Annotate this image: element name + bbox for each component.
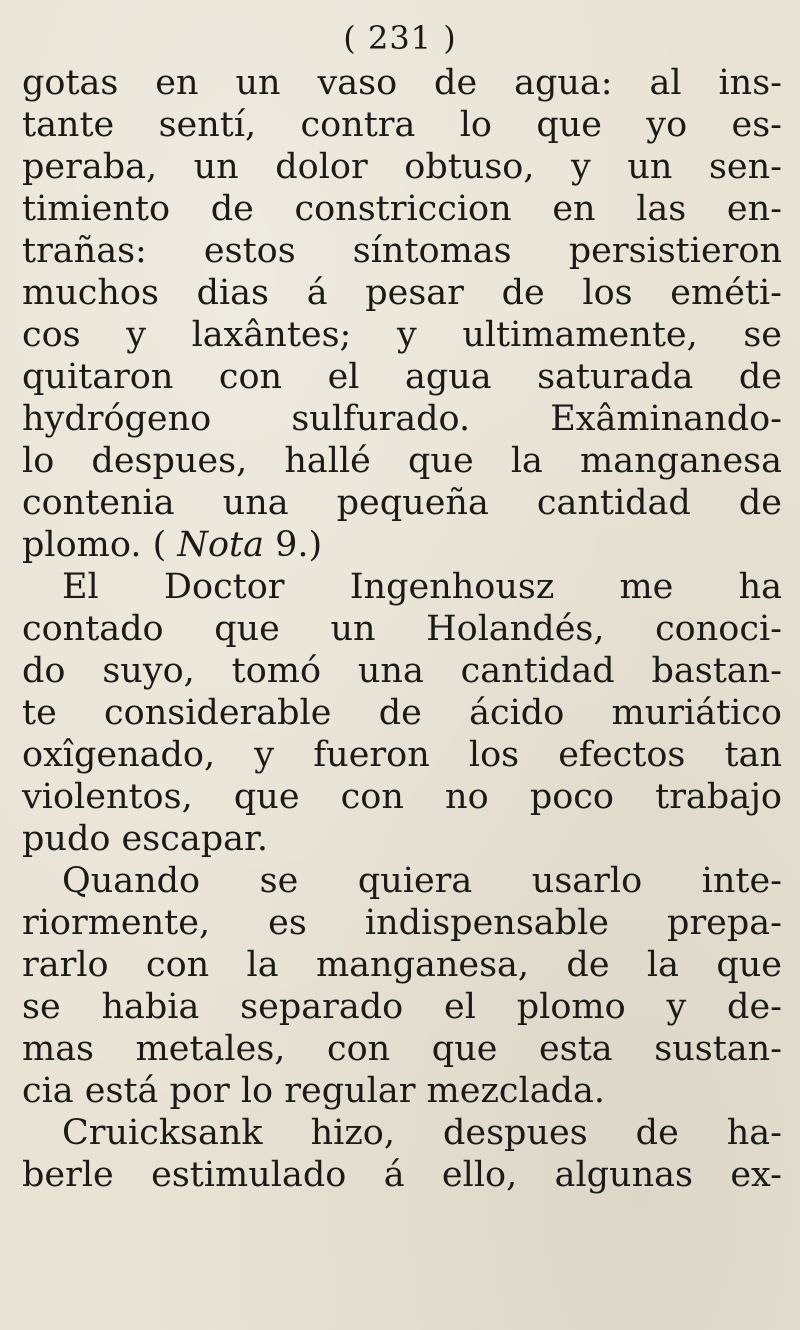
text-line: violentos, que con no poco trabajo — [22, 777, 782, 817]
text-line: mas metales, con que esta sustan- — [22, 1029, 782, 1069]
text-line: riormente, es indispensable prepa- — [22, 903, 782, 943]
text-line-paragraph-start: El Doctor Ingenhousz me ha — [62, 567, 782, 607]
text-line: oxîgenado, y fueron los efectos tan — [22, 735, 782, 775]
text-line-paragraph-end: pudo escapar. — [22, 819, 268, 859]
text-line: hydrógeno sulfurado. Exâminando- — [22, 399, 782, 439]
text-line: se habia separado el plomo y de- — [22, 987, 782, 1027]
body-text — [22, 62, 782, 1196]
text-line: te considerable de ácido muriático — [22, 693, 782, 733]
text-line-paragraph-start: Quando se quiera usarlo inte- — [62, 861, 782, 901]
text-line: tante sentí, contra lo que yo es- — [22, 105, 782, 145]
page-number: ( 231 ) — [343, 19, 457, 57]
text-line: berle estimulado á ello, algunas ex- — [22, 1155, 782, 1195]
text-line: muchos dias á pesar de los eméti- — [22, 273, 782, 313]
text-line-note-reference — [22, 524, 782, 566]
text-line: rarlo con la manganesa, de la que — [22, 945, 782, 985]
text-line: cos y laxântes; y ultimamente, se — [22, 315, 782, 355]
text-line: do suyo, tomó una cantidad bastan- — [22, 651, 782, 691]
text-line-paragraph-start: Cruicksank hizo, despues de ha- — [62, 1113, 782, 1153]
text-line: contenia una pequeña cantidad de — [22, 483, 782, 523]
text-line: lo despues, hallé que la manganesa — [22, 441, 782, 481]
note-ref-prefix: plomo. ( — [22, 525, 178, 565]
text-line: contado que un Holandés, conoci- — [22, 609, 782, 649]
text-line: quitaron con el agua saturada de — [22, 357, 782, 397]
text-line: gotas en un vaso de agua: al ins- — [22, 63, 782, 103]
text-line: timiento de constriccion en las en- — [22, 189, 782, 229]
note-ref-italic: Nota — [177, 525, 264, 565]
text-line: trañas: estos síntomas persistieron — [22, 231, 782, 271]
text-line: peraba, un dolor obtuso, y un sen- — [22, 147, 782, 187]
note-ref-suffix: 9.) — [264, 525, 323, 565]
text-line-paragraph-end: cia está por lo regular mezclada. — [22, 1071, 605, 1111]
